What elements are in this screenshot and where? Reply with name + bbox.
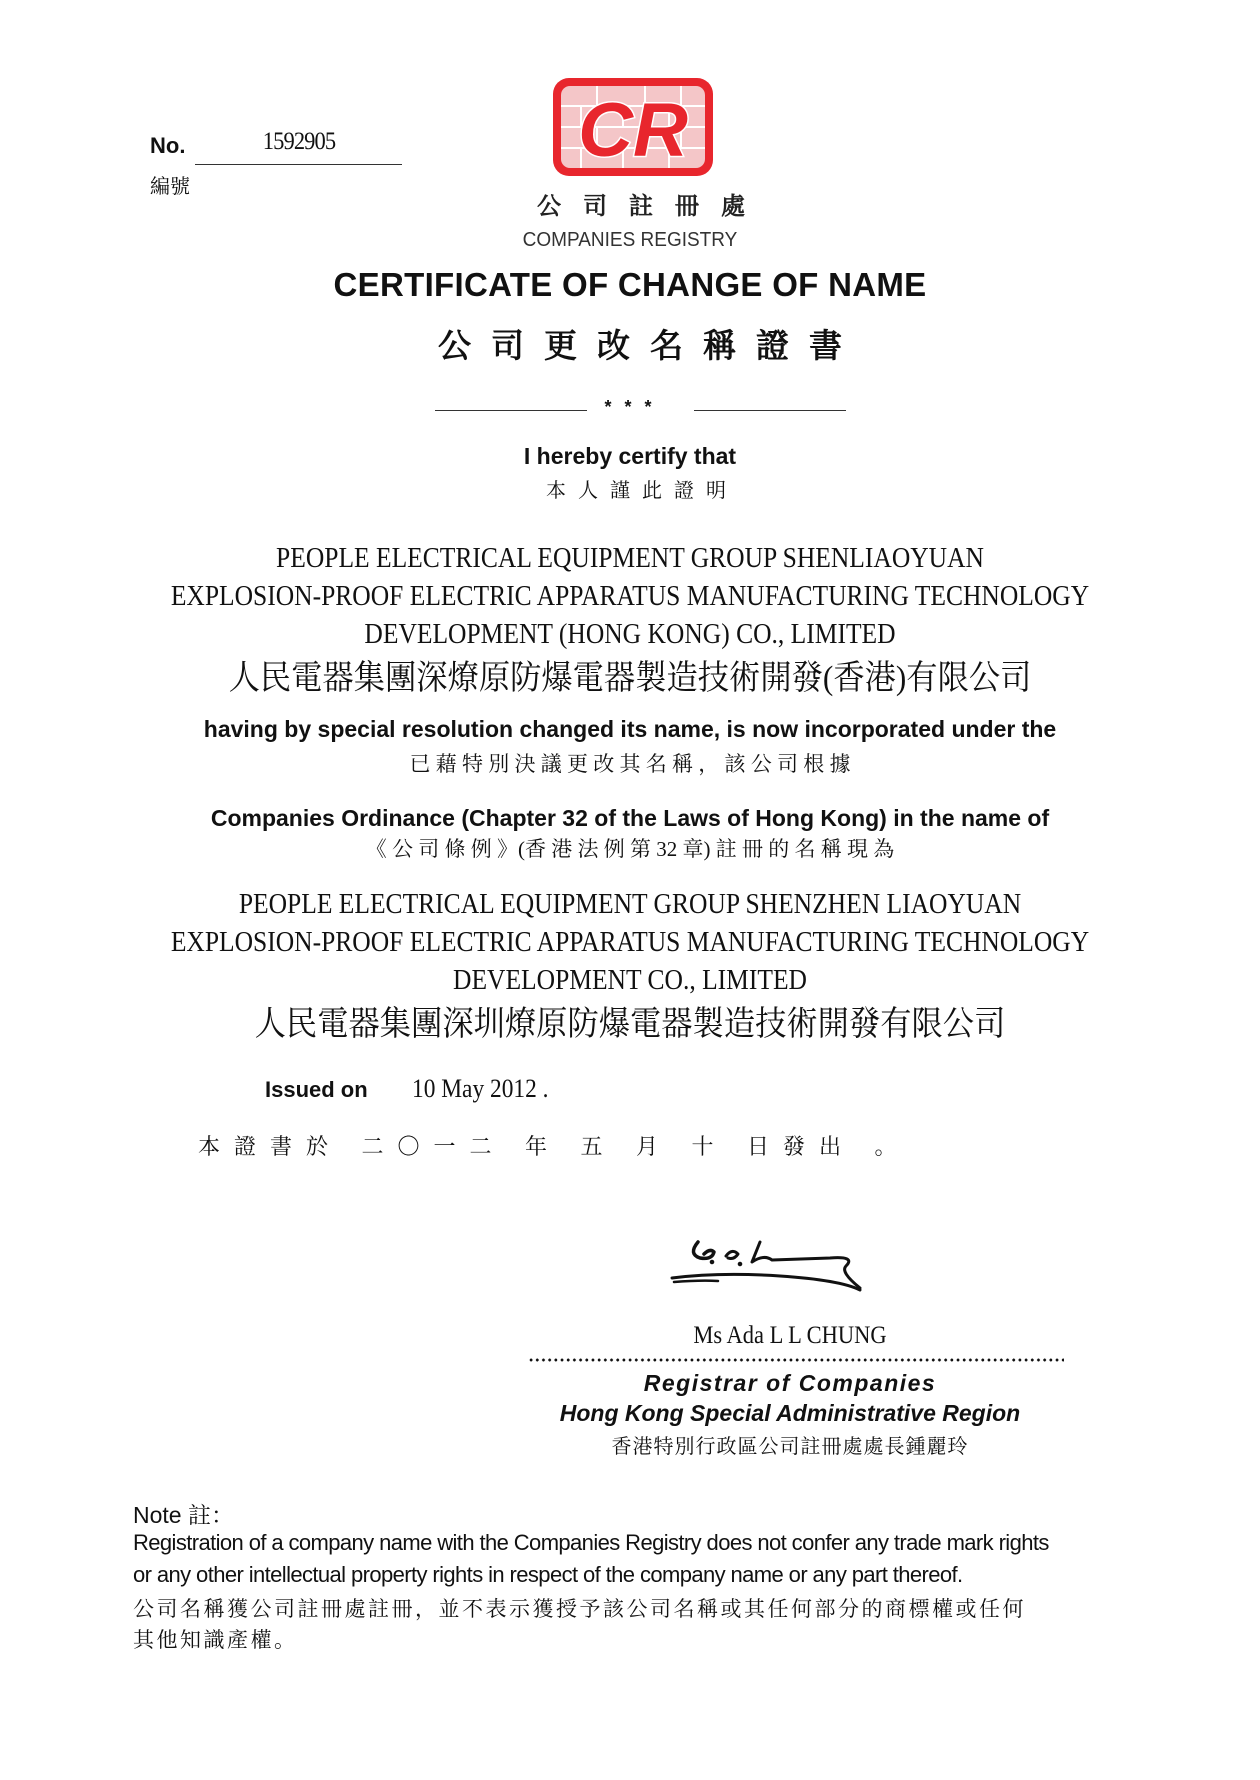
note-text-zh-line: 公司名稱獲公司註冊處註冊，並不表示獲授予該公司名稱或其任何部分的商標權或任何: [133, 1597, 1026, 1621]
statement-line-1-zh: 已 藉 特 別 決 議 更 改 其 名 稱 ， 該 公 司 根 據: [409, 752, 851, 776]
new-name-zh: 人民電器集團深圳燎原防爆電器製造技術開發有限公司: [254, 1006, 1006, 1043]
divider-right-rule: [694, 410, 846, 411]
registry-name-zh: 公司註冊處: [537, 193, 767, 220]
registrar-region: Hong Kong Special Administrative Region: [559, 1400, 1021, 1426]
new-name-line: EXPLOSION-PROOF ELECTRIC APPARATUS MANUFACTURING TECHNOLOGY: [170, 926, 1090, 958]
statement-line-2-zh: 《 公 司 條 例 》(香 港 法 例 第 32 章) 註 冊 的 名 稱 現 為: [365, 837, 895, 861]
issued-on-label: Issued on: [265, 1077, 368, 1102]
new-name-line: DEVELOPMENT CO., LIMITED: [453, 964, 807, 996]
issued-date-zh: 本證書於 二〇一二 年 五 月 十 日發出 。: [198, 1134, 911, 1159]
companies-registry-logo: [551, 76, 715, 178]
certificate-number-underline: [195, 164, 402, 165]
note-text-line: Registration of a company name with the Companies Registry does not confer any trade mark rights: [133, 1530, 1049, 1555]
certificate-title-en: CERTIFICATE OF CHANGE OF NAME: [333, 266, 927, 303]
certificate-title-zh: 公司更改名稱證書: [438, 329, 862, 365]
old-name-zh: 人民電器集團深燎原防爆電器製造技術開發(香港)有限公司: [228, 660, 1032, 697]
statement-line-1-en: having by special resolution changed its name, is now incorporated under the: [203, 716, 1057, 742]
issued-date: 10 May 2012 .: [412, 1074, 549, 1103]
note-label: Note 註：: [133, 1502, 234, 1528]
divider-stars: * * *: [604, 397, 656, 417]
note-text-line: or any other intellectual property rights in respect of the company name or any part thereof.: [133, 1562, 963, 1587]
logo-cr-letters: CR: [578, 88, 688, 173]
certificate-number-label: No.: [150, 133, 186, 158]
certificate-number-value: 1592905: [262, 128, 336, 155]
old-name-line: EXPLOSION-PROOF ELECTRIC APPARATUS MANUFACTURING TECHNOLOGY: [170, 580, 1090, 612]
note-text-zh-line: 其他知識產權。: [133, 1628, 298, 1652]
registry-name-en: COMPANIES REGISTRY: [522, 229, 738, 251]
old-name-line: DEVELOPMENT (HONG KONG) CO., LIMITED: [364, 618, 896, 650]
old-name-line: PEOPLE ELECTRICAL EQUIPMENT GROUP SHENLIAOYUAN: [276, 542, 984, 574]
new-name-line: PEOPLE ELECTRICAL EQUIPMENT GROUP SHENZHEN LIAOYUAN: [238, 888, 1022, 920]
registrar-name: Ms Ada L L CHUNG: [693, 1322, 887, 1349]
registrar-title: Registrar of Companies: [643, 1370, 937, 1396]
signature-dotted-line: [528, 1358, 1064, 1362]
certify-statement-zh: 本人謹此證明: [546, 480, 738, 502]
certificate-number-label-zh: 編號: [150, 176, 190, 198]
certify-statement-en: I hereby certify that: [523, 443, 737, 469]
registrar-signature: [660, 1232, 880, 1298]
statement-line-2-en: Companies Ordinance (Chapter 32 of the Laws of Hong Kong) in the name of: [210, 805, 1050, 831]
registrar-title-zh: 香港特別行政區公司註冊處處長鍾麗玲: [611, 1436, 969, 1458]
